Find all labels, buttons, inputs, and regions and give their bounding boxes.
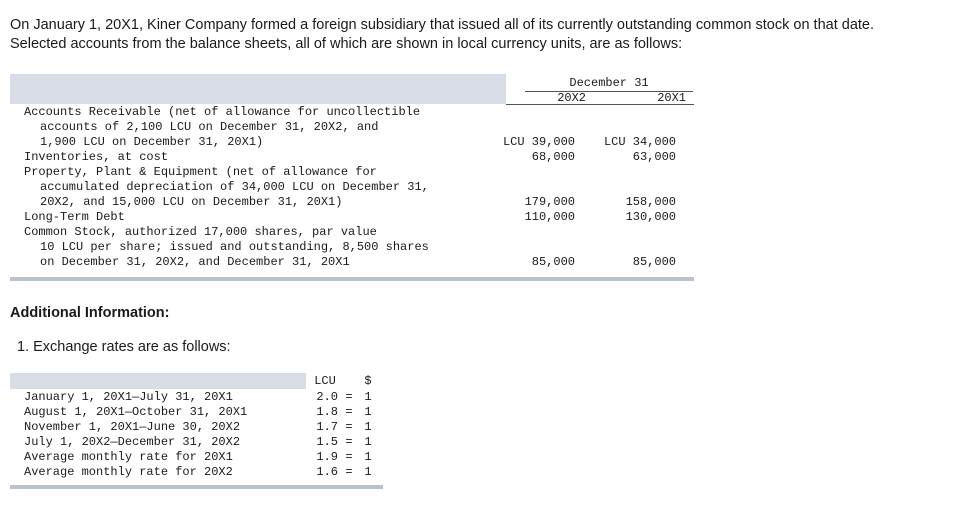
value-20x1: 158,000 <box>625 195 676 209</box>
row-label: Inventories, at cost <box>24 150 169 164</box>
rate-lcu: 1.9 <box>316 450 338 464</box>
equals-sign: = <box>345 465 353 479</box>
table-footer-bar <box>10 485 383 489</box>
rate-lcu: 1.8 <box>316 405 338 419</box>
exchange-rates-body <box>10 390 383 480</box>
balance-sheet-body <box>10 105 694 270</box>
column-group-header: December 31 <box>525 76 693 92</box>
row-label: 20X2, and 15,000 LCU on December 31, 20X1) <box>40 195 343 209</box>
value-20x2: 110,000 <box>524 210 575 224</box>
table-row <box>10 420 383 435</box>
rate-usd: 1 <box>364 405 372 419</box>
row-label: 1,900 LCU on December 31, 20X1) <box>40 135 264 149</box>
table-row <box>10 390 383 405</box>
rate-usd: 1 <box>364 435 372 449</box>
period-label: July 1, 20X2—December 31, 20X2 <box>24 435 241 449</box>
table-row <box>10 405 383 420</box>
equals-sign: = <box>345 450 353 464</box>
rate-lcu: 1.5 <box>316 435 338 449</box>
row-label: 10 LCU per share; issued and outstanding, 8,500 shares <box>40 240 429 254</box>
equals-sign: = <box>345 420 353 434</box>
rate-lcu: 1.7 <box>316 420 338 434</box>
period-label: November 1, 20X1—June 30, 20X2 <box>24 420 241 434</box>
table-row <box>10 165 694 180</box>
table-row <box>10 180 694 195</box>
row-label: accounts of 2,100 LCU on December 31, 20X2, and <box>40 120 379 134</box>
table-row <box>10 120 694 135</box>
value-20x1: LCU 34,000 <box>603 135 676 149</box>
period-label: Average monthly rate for 20X2 <box>24 465 233 479</box>
value-20x2: LCU 39,000 <box>502 135 575 149</box>
table-row <box>10 240 694 255</box>
column-header-usd: $ <box>364 374 372 388</box>
exchange-rates-intro: 1. Exchange rates are as follows: <box>17 339 231 355</box>
problem-intro <box>10 16 960 54</box>
value-20x2: 179,000 <box>524 195 575 209</box>
table-row <box>10 105 694 120</box>
row-label: Long-Term Debt <box>24 210 125 224</box>
row-label: Property, Plant & Equipment (net of allowance for <box>24 165 377 179</box>
table-row <box>10 255 694 270</box>
table-row <box>10 435 383 450</box>
table-footer-bar <box>10 277 694 281</box>
column-header-20x1: 20X1 <box>657 91 686 105</box>
row-label: accumulated depreciation of 34,000 LCU on December 31, <box>40 180 429 194</box>
table-row <box>10 195 694 210</box>
rate-lcu: 1.6 <box>316 465 338 479</box>
table-row <box>10 210 694 225</box>
row-label: on December 31, 20X2, and December 31, 20X1 <box>40 255 350 269</box>
rate-usd: 1 <box>364 390 372 404</box>
rate-lcu: 2.0 <box>316 390 338 404</box>
table-row <box>10 465 383 480</box>
rate-usd: 1 <box>364 420 372 434</box>
period-label: Average monthly rate for 20X1 <box>24 450 233 464</box>
row-label: Accounts Receivable (net of allowance for uncollectible <box>24 105 421 119</box>
period-label: January 1, 20X1—July 31, 20X1 <box>24 390 233 404</box>
value-20x1: 85,000 <box>632 255 676 269</box>
intro-line-1: On January 1, 20X1, Kiner Company formed a foreign subsidiary that issued all of its currently outstanding common stock on that date. <box>10 17 875 33</box>
table-row <box>10 225 694 240</box>
rate-usd: 1 <box>364 450 372 464</box>
equals-sign: = <box>345 435 353 449</box>
value-20x1: 63,000 <box>632 150 676 164</box>
column-header-lcu: LCU <box>314 374 336 388</box>
rate-usd: 1 <box>364 465 372 479</box>
table-row <box>10 135 694 150</box>
table-row <box>10 450 383 465</box>
column-header-20x2: 20X2 <box>557 91 586 105</box>
additional-info-heading: Additional Information: <box>10 305 170 321</box>
equals-sign: = <box>345 405 353 419</box>
table-row <box>10 150 694 165</box>
intro-line-2: Selected accounts from the balance sheets, all of which are shown in local currency units, are as follows: <box>10 36 683 52</box>
value-20x1: 130,000 <box>625 210 676 224</box>
value-20x2: 68,000 <box>531 150 575 164</box>
period-label: August 1, 20X1—October 31, 20X1 <box>24 405 248 419</box>
value-20x2: 85,000 <box>531 255 575 269</box>
row-label: Common Stock, authorized 17,000 shares, par value <box>24 225 377 239</box>
equals-sign: = <box>345 390 353 404</box>
